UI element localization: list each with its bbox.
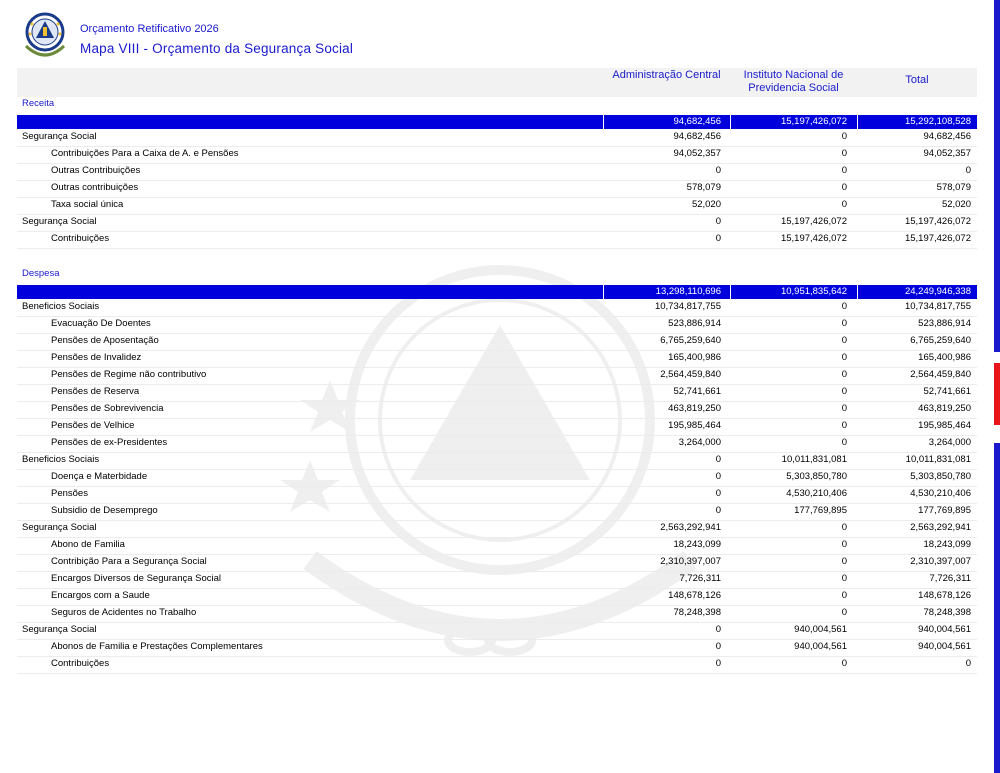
table-group-row xyxy=(17,299,977,317)
row-value: 0 xyxy=(841,318,847,329)
row-value: 2,564,459,840 xyxy=(910,369,971,380)
row-value: 0 xyxy=(715,641,721,652)
edge-gap xyxy=(994,425,1000,443)
row-label: Abonos de Familia e Prestações Complementares xyxy=(51,641,263,652)
row-value: 0 xyxy=(715,505,721,516)
row-value: 78,248,398 xyxy=(923,607,971,618)
row-value: 0 xyxy=(841,165,847,176)
row-value: 0 xyxy=(841,131,847,142)
row-value: 0 xyxy=(841,437,847,448)
table-row xyxy=(17,418,977,436)
row-value: 578,079 xyxy=(936,182,971,193)
row-value: 78,248,398 xyxy=(673,607,721,618)
coat-of-arms-logo xyxy=(20,10,70,64)
total-value: 24,249,946,338 xyxy=(904,286,971,297)
row-value: 940,004,561 xyxy=(918,624,971,635)
row-value: 52,741,661 xyxy=(923,386,971,397)
row-value: 15,197,426,072 xyxy=(904,233,971,244)
row-value: 463,819,250 xyxy=(668,403,721,414)
row-label: Segurança Social xyxy=(22,624,97,635)
table-row xyxy=(17,537,977,555)
despesa-total-row xyxy=(17,285,977,299)
row-label: Evacuação De Doentes xyxy=(51,318,151,329)
row-label: Segurança Social xyxy=(22,522,97,533)
row-value: 15,197,426,072 xyxy=(780,216,847,227)
table-row xyxy=(17,605,977,623)
row-value: 0 xyxy=(841,556,847,567)
receita-total-row xyxy=(17,115,977,129)
row-value: 0 xyxy=(841,352,847,363)
row-value: 52,020 xyxy=(691,199,721,210)
edge-gap xyxy=(994,352,1000,363)
row-value: 94,052,357 xyxy=(923,148,971,159)
total-value: 15,292,108,528 xyxy=(904,116,971,127)
row-value: 0 xyxy=(715,624,721,635)
row-value: 2,563,292,941 xyxy=(910,522,971,533)
table-group-row xyxy=(17,214,977,232)
row-value: 2,310,397,007 xyxy=(910,556,971,567)
total-value: 10,951,835,642 xyxy=(780,286,847,297)
row-label: Pensões de Sobrevivencia xyxy=(51,403,164,414)
row-value: 0 xyxy=(841,335,847,346)
row-value: 523,886,914 xyxy=(668,318,721,329)
row-value: 94,682,456 xyxy=(673,131,721,142)
table-row xyxy=(17,350,977,368)
row-value: 0 xyxy=(841,590,847,601)
row-value: 52,020 xyxy=(941,199,971,210)
row-value: 195,985,464 xyxy=(918,420,971,431)
table-row xyxy=(17,469,977,487)
row-value: 2,563,292,941 xyxy=(660,522,721,533)
row-value: 0 xyxy=(841,403,847,414)
row-value: 195,985,464 xyxy=(668,420,721,431)
report-title: Mapa VIII - Orçamento da Segurança Social xyxy=(80,41,354,56)
column-header-admin: Administração Central xyxy=(612,69,721,81)
row-label: Encargos Diversos de Segurança Social xyxy=(51,573,222,584)
row-value: 0 xyxy=(841,573,847,584)
row-label: Pensões de Velhice xyxy=(51,420,135,431)
table-row xyxy=(17,231,977,249)
row-value: 3,264,000 xyxy=(678,437,721,448)
row-value: 940,004,561 xyxy=(794,624,847,635)
row-label: Pensões de Invalidez xyxy=(51,352,142,363)
column-header-total: Total xyxy=(905,74,929,86)
row-label: Segurança Social xyxy=(22,216,97,227)
row-value: 7,726,311 xyxy=(929,573,971,584)
row-label: Beneficios Sociais xyxy=(22,301,100,312)
row-value: 10,011,831,081 xyxy=(905,454,971,465)
table-row xyxy=(17,639,977,657)
table-row xyxy=(17,333,977,351)
row-label: Abono de Familia xyxy=(51,539,125,550)
row-value: 0 xyxy=(841,199,847,210)
table-row xyxy=(17,384,977,402)
row-value: 4,530,210,406 xyxy=(910,488,971,499)
row-value: 0 xyxy=(841,182,847,193)
row-label: Pensões de Aposentação xyxy=(51,335,159,346)
row-label: Beneficios Sociais xyxy=(22,454,100,465)
row-label: Doença e Materbidade xyxy=(51,471,148,482)
section-label-despesa: Despesa xyxy=(22,268,60,279)
row-label: Pensões de ex-Presidentes xyxy=(51,437,168,448)
column-header-band xyxy=(17,68,977,97)
table-group-row xyxy=(17,452,977,470)
row-value: 52,741,661 xyxy=(673,386,721,397)
row-value: 0 xyxy=(715,165,721,176)
report-subtitle: Orçamento Retificativo 2026 xyxy=(80,23,219,35)
row-value: 0 xyxy=(841,369,847,380)
row-label: Pensões de Regime não contributivo xyxy=(51,369,207,380)
table-row xyxy=(17,367,977,385)
row-value: 0 xyxy=(715,488,721,499)
column-header-inps: Instituto Nacional de Previdencia Social xyxy=(743,69,844,94)
row-label: Contribição Para a Segurança Social xyxy=(51,556,207,567)
row-value: 0 xyxy=(841,420,847,431)
row-value: 0 xyxy=(841,386,847,397)
table-group-row xyxy=(17,129,977,147)
row-value: 7,726,311 xyxy=(679,573,721,584)
table-row xyxy=(17,316,977,334)
table-row xyxy=(17,656,977,674)
row-value: 0 xyxy=(841,658,847,669)
row-value: 10,734,817,755 xyxy=(904,301,971,312)
table-row xyxy=(17,554,977,572)
row-value: 18,243,099 xyxy=(673,539,721,550)
edge-marker xyxy=(994,363,1000,425)
table-row xyxy=(17,435,977,453)
row-value: 10,734,817,755 xyxy=(654,301,721,312)
row-value: 0 xyxy=(715,658,721,669)
row-value: 94,052,357 xyxy=(673,148,721,159)
table-row xyxy=(17,146,977,164)
row-value: 177,769,895 xyxy=(918,505,971,516)
row-label: Segurança Social xyxy=(22,131,97,142)
table-row xyxy=(17,588,977,606)
row-label: Outras Contribuições xyxy=(51,165,141,176)
row-value: 0 xyxy=(841,539,847,550)
total-value: 15,197,426,072 xyxy=(780,116,847,127)
row-value: 5,303,850,780 xyxy=(910,471,971,482)
row-value: 0 xyxy=(965,165,971,176)
row-value: 5,303,850,780 xyxy=(786,471,847,482)
table-row xyxy=(17,401,977,419)
row-label: Contribuições Para a Caixa de A. e Pensões xyxy=(51,148,239,159)
row-label: Taxa social única xyxy=(51,199,124,210)
table-row xyxy=(17,163,977,181)
row-value: 940,004,561 xyxy=(794,641,847,652)
table-row xyxy=(17,180,977,198)
row-value: 0 xyxy=(715,454,721,465)
row-value: 10,011,831,081 xyxy=(781,454,847,465)
row-label: Encargos com a Saude xyxy=(51,590,150,601)
row-value: 0 xyxy=(841,522,847,533)
row-label: Outras contribuições xyxy=(51,182,139,193)
row-value: 523,886,914 xyxy=(918,318,971,329)
row-value: 94,682,456 xyxy=(923,131,971,142)
table-group-row xyxy=(17,520,977,538)
row-value: 0 xyxy=(841,148,847,159)
row-label: Seguros de Acidentes no Trabalho xyxy=(51,607,197,618)
row-value: 0 xyxy=(841,301,847,312)
row-value: 463,819,250 xyxy=(918,403,971,414)
table-row xyxy=(17,571,977,589)
row-value: 165,400,986 xyxy=(918,352,971,363)
row-value: 165,400,986 xyxy=(668,352,721,363)
row-value: 15,197,426,072 xyxy=(904,216,971,227)
row-value: 3,264,000 xyxy=(928,437,971,448)
row-value: 2,564,459,840 xyxy=(660,369,721,380)
row-value: 148,678,126 xyxy=(918,590,971,601)
row-value: 2,310,397,007 xyxy=(660,556,721,567)
total-value: 94,682,456 xyxy=(673,116,721,127)
section-label-receita: Receita xyxy=(22,98,55,109)
row-value: 6,765,259,640 xyxy=(910,335,971,346)
row-label: Pensões de Reserva xyxy=(51,386,140,397)
table-row xyxy=(17,486,977,504)
table-group-row xyxy=(17,622,977,640)
row-value: 0 xyxy=(965,658,971,669)
table-row xyxy=(17,503,977,521)
row-value: 0 xyxy=(715,471,721,482)
row-label: Pensões xyxy=(51,488,88,499)
row-label: Contribuições xyxy=(51,233,110,244)
row-value: 6,765,259,640 xyxy=(660,335,721,346)
row-value: 0 xyxy=(841,607,847,618)
table-row xyxy=(17,197,977,215)
row-value: 148,678,126 xyxy=(668,590,721,601)
row-value: 15,197,426,072 xyxy=(780,233,847,244)
row-value: 0 xyxy=(715,216,721,227)
row-label: Subsidio de Desemprego xyxy=(51,505,158,516)
row-label: Contribuições xyxy=(51,658,110,669)
row-value: 940,004,561 xyxy=(918,641,971,652)
row-value: 177,769,895 xyxy=(794,505,847,516)
row-value: 4,530,210,406 xyxy=(786,488,847,499)
row-value: 578,079 xyxy=(686,182,721,193)
row-value: 0 xyxy=(715,233,721,244)
total-value: 13,298,110,696 xyxy=(655,286,721,297)
row-value: 18,243,099 xyxy=(923,539,971,550)
